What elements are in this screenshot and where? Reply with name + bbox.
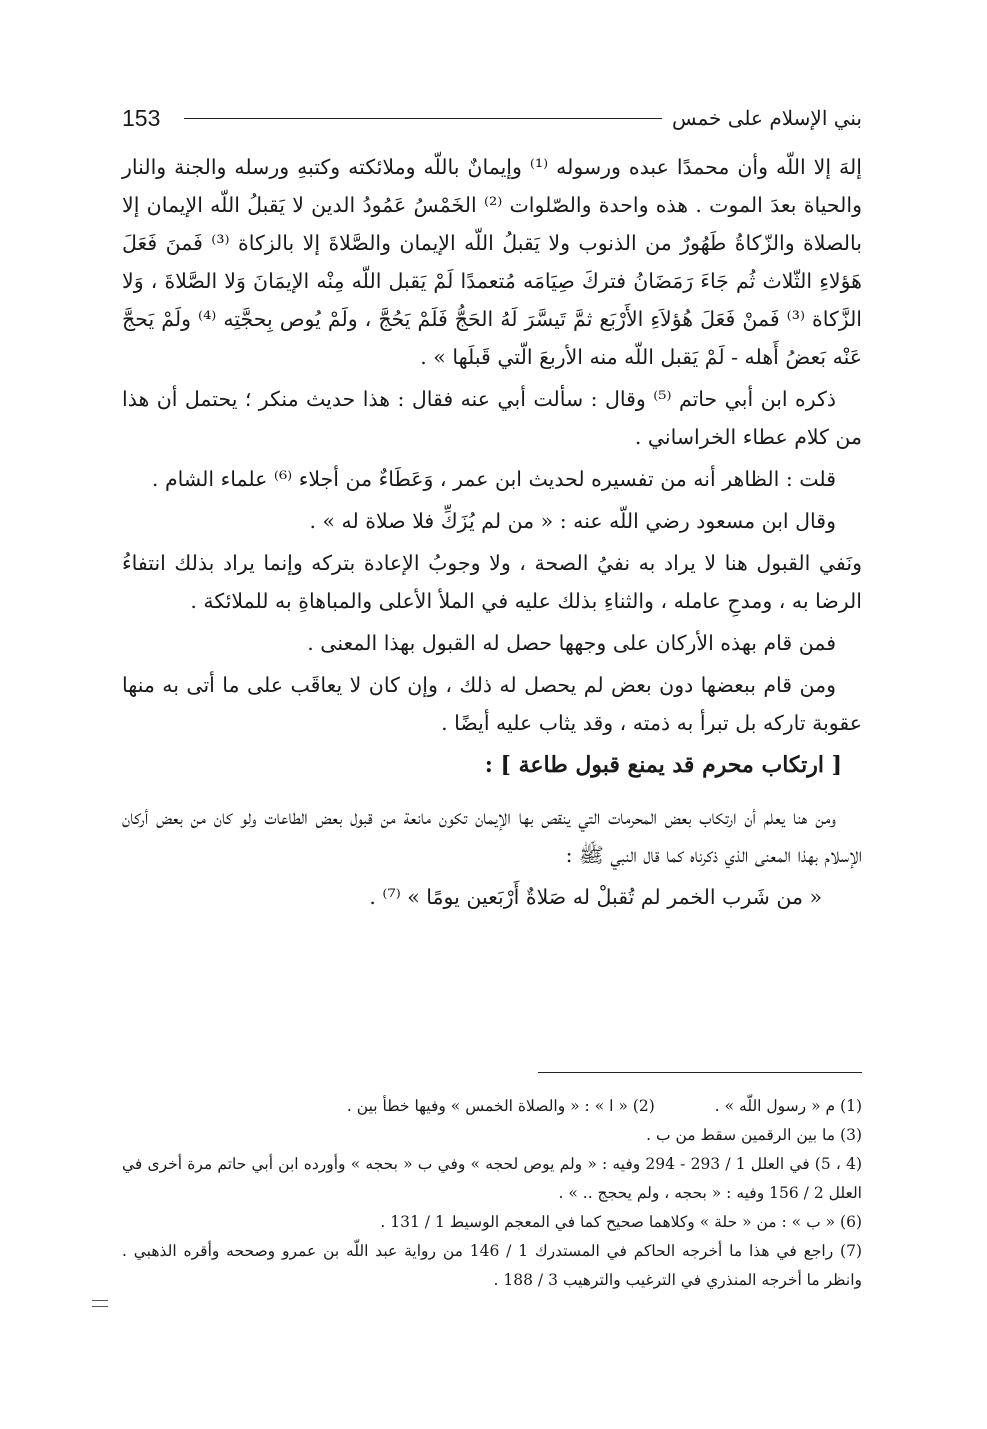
hadith-quote: « من شَرب الخمر لم تُقبلْ له صَلاةٌ أَرْبَعين يومًا » ⁽⁷⁾ . bbox=[369, 885, 822, 909]
paragraph-qultu: قلت : الظاهر أنه من تفسيره لحديث ابن عمر ، وَعَطَاءٌ من أجلاء ⁽⁶⁾ علماء الشام . bbox=[151, 467, 836, 491]
page-number: 153 bbox=[122, 104, 161, 131]
header-rule bbox=[184, 118, 662, 119]
page-header bbox=[122, 100, 862, 136]
paragraph-ibn-masud: وقال ابن مسعود رضي اللّه عنه : « من لم يُزَكِّ فلا صلاة له » . bbox=[309, 509, 836, 533]
paragraph-irtikab: ومن هنا يعلم أن ارتكاب بعض المحرمات التي ينقص بها الإيمان تكون مانعة من قبول بعض الطاعات ولو كان من بعض أركان الإسلام بهذا المعنى الذي ذكرناه كما قال النبي ﷺ : bbox=[122, 805, 862, 867]
section-heading: [ ارتكاب محرم قد يمنع قبول طاعة ] : bbox=[484, 752, 842, 778]
footnote-separator bbox=[538, 1072, 862, 1073]
running-title: بني الإسلام على خمس bbox=[671, 106, 862, 130]
paragraph-baadiha: ومن قام ببعضها دون بعض لم يحصل له ذلك ، وإن كان لا يعاقَب على ما أتى به منها عقوبة تاركه بل تبرأ به ذمته ، وقد يثاب عليه أيضًا . bbox=[122, 673, 862, 735]
footnote-3: (3) ما بين الرقمين سقط من ب . bbox=[646, 1126, 862, 1144]
paragraph-nafy-alqabul: ونَفي القبول هنا لا يراد به نفيُ الصحة ، ولا وجوبُ الإعادة بتركه وإنما يراد بذلك انتفاءُ الرضا به ، ومدحِ عامله ، والثناءِ بذلك عليه في الملأ الأعلى والمباهاةِ به للملائكة . bbox=[122, 551, 862, 613]
footnote-2: (2) « ا » : « والصلاة الخمس » وفيها خطأ بين . bbox=[346, 1097, 655, 1115]
footnote-4-5: (4 ، 5) في العلل 1 / 293 - 294 وفيه : « ولم يوص لحجه » وفي ب « بحجه » وأورده ابن أبي حاتم مرة أخرى في العلل 2 / 156 وفيه : « بحجه ، ولم يحجج .. » . bbox=[122, 1155, 863, 1202]
margin-mark bbox=[92, 1300, 108, 1307]
footnote-6: (6) « ب » : من « حلة » وكلاهما صحيح كما في المعجم الوسيط 1 / 131 . bbox=[380, 1213, 862, 1231]
paragraph-hadith-continuation: إلهَ إلا اللّه وأن محمدًا عبده ورسوله ⁽¹⁾ وإيمانٌ باللّه وملائكته وكتبهِ ورسله والجنة والنار والحياة بعدَ الموت . هذه واحدة والصّلوات ⁽²⁾ الخَمْسُ عَمُودُ الدين لا يَقبلُ اللّه الإيمان إلا بالصلاة والزّكاةُ طَهُورٌ من الذنوب ولا يَقبلُ اللّه الإيمان والصَّلاةَ إلا بالزكاة ⁽³⁾ فَمنَ فَعَلَ هَؤلاءِ الثّلاث ثُم جَاءَ رَمَضَانُ فتركَ صِيَامَه مُتعمدًا لَمْ يَقبل اللّه مِنْه الإيمَانَ وَلا الصَّلاةَ ، وَلا الزَّكاة ⁽³⁾ فَمنْ فَعَلَ هُؤلاَءِ الأَرْبَع ثمَّ تَيسَّرَ لَهُ الحَجُّ فَلَمْ يَحُجَّ ، ولَمْ يُوص بِحجَّتِه ⁽⁴⁾ ولَمْ يَحجَّ عَنْه بَعضُ أَهله - لَمْ يَقبل اللّه منه الأربعَ الّتي قَبلَها » . bbox=[122, 155, 863, 369]
footnote-1: (1) م « رسول اللّه » . bbox=[714, 1097, 862, 1115]
footnote-row bbox=[122, 1092, 862, 1121]
footnotes bbox=[122, 1092, 862, 1295]
footnote-7: (7) راجع في هذا ما أخرجه الحاكم في المستدرك 1 / 146 من رواية عبد اللّه بن عمرو وصححه وأقره الذهبي . وانظر ما أخرجه المنذري في الترغيب والترهيب 3 / 188 . bbox=[122, 1242, 862, 1289]
paragraph-man-qam: فمن قام بهذه الأركان على وجهها حصل له القبول بهذا المعنى . bbox=[307, 631, 836, 655]
paragraph-ibn-abi-hatim: ذكره ابن أبي حاتم ⁽⁵⁾ وقال : سألت أبي عنه فقال : هذا حديث منكر ؛ يحتمل أن هذا من كلام عطاء الخراساني . bbox=[122, 387, 862, 449]
main-text bbox=[122, 148, 862, 920]
